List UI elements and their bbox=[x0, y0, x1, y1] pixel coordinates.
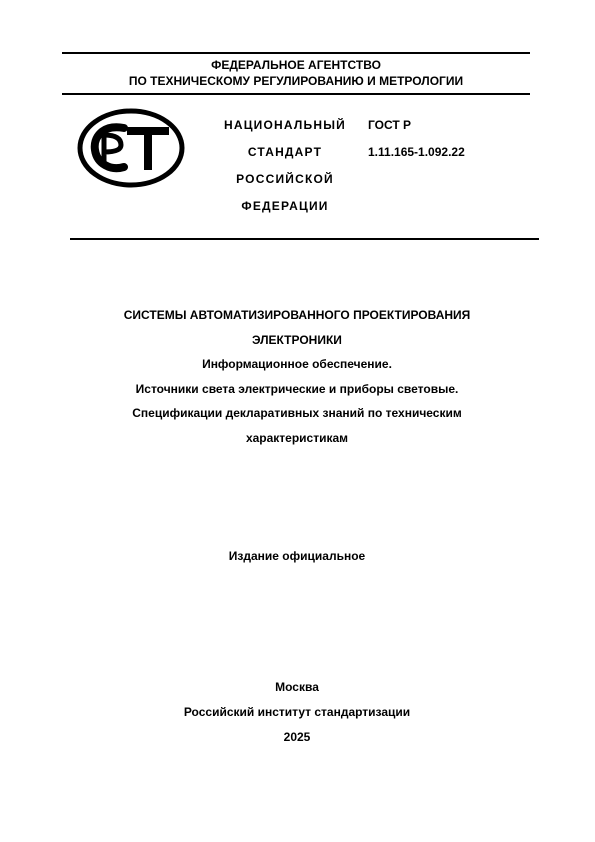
edition-label: Издание официальное bbox=[228, 549, 366, 563]
rst-certification-mark-icon bbox=[77, 108, 185, 188]
national-standard-line-2: СТАНДАРТ bbox=[247, 145, 323, 159]
title-line-1: СИСТЕМЫ АВТОМАТИЗИРОВАННОГО ПРОЕКТИРОВАНИЯ bbox=[123, 308, 471, 322]
gost-label: ГОСТ Р bbox=[368, 118, 412, 132]
title-line-2: ЭЛЕКТРОНИКИ bbox=[252, 332, 342, 347]
header-bottom-rule bbox=[70, 238, 539, 240]
imprint-publisher: Российский институт стандартизации bbox=[183, 705, 411, 719]
header-top-rule bbox=[62, 52, 530, 54]
title-line-4: Источники света электрические и приборы световые. bbox=[135, 381, 459, 396]
agency-name-line-2: ПО ТЕХНИЧЕСКОМУ РЕГУЛИРОВАНИЮ И МЕТРОЛОГИИ bbox=[128, 74, 464, 88]
title-line-5: Спецификации декларативных знаний по техническим bbox=[132, 406, 462, 420]
agency-name-line-1: ФЕДЕРАЛЬНОЕ АГЕНТСТВО bbox=[211, 58, 381, 72]
national-standard-label bbox=[212, 112, 358, 220]
imprint-city: Москва bbox=[275, 680, 319, 694]
title-line-3: Информационное обеспечение. bbox=[202, 357, 392, 371]
gost-designation bbox=[368, 112, 465, 166]
title-line-6: характеристикам bbox=[245, 430, 349, 445]
national-standard-line-3: РОССИЙСКОЙ bbox=[236, 172, 334, 186]
agency-name bbox=[62, 57, 530, 89]
header-middle-rule bbox=[62, 93, 530, 95]
national-standard-line-1: НАЦИОНАЛЬНЫЙ bbox=[223, 118, 347, 132]
document-title bbox=[62, 303, 532, 450]
imprint bbox=[62, 675, 532, 750]
gost-number: 1.11.165-1.092.22 bbox=[368, 145, 465, 159]
national-standard-line-4: ФЕДЕРАЦИИ bbox=[241, 199, 329, 213]
imprint-year: 2025 bbox=[283, 730, 311, 744]
